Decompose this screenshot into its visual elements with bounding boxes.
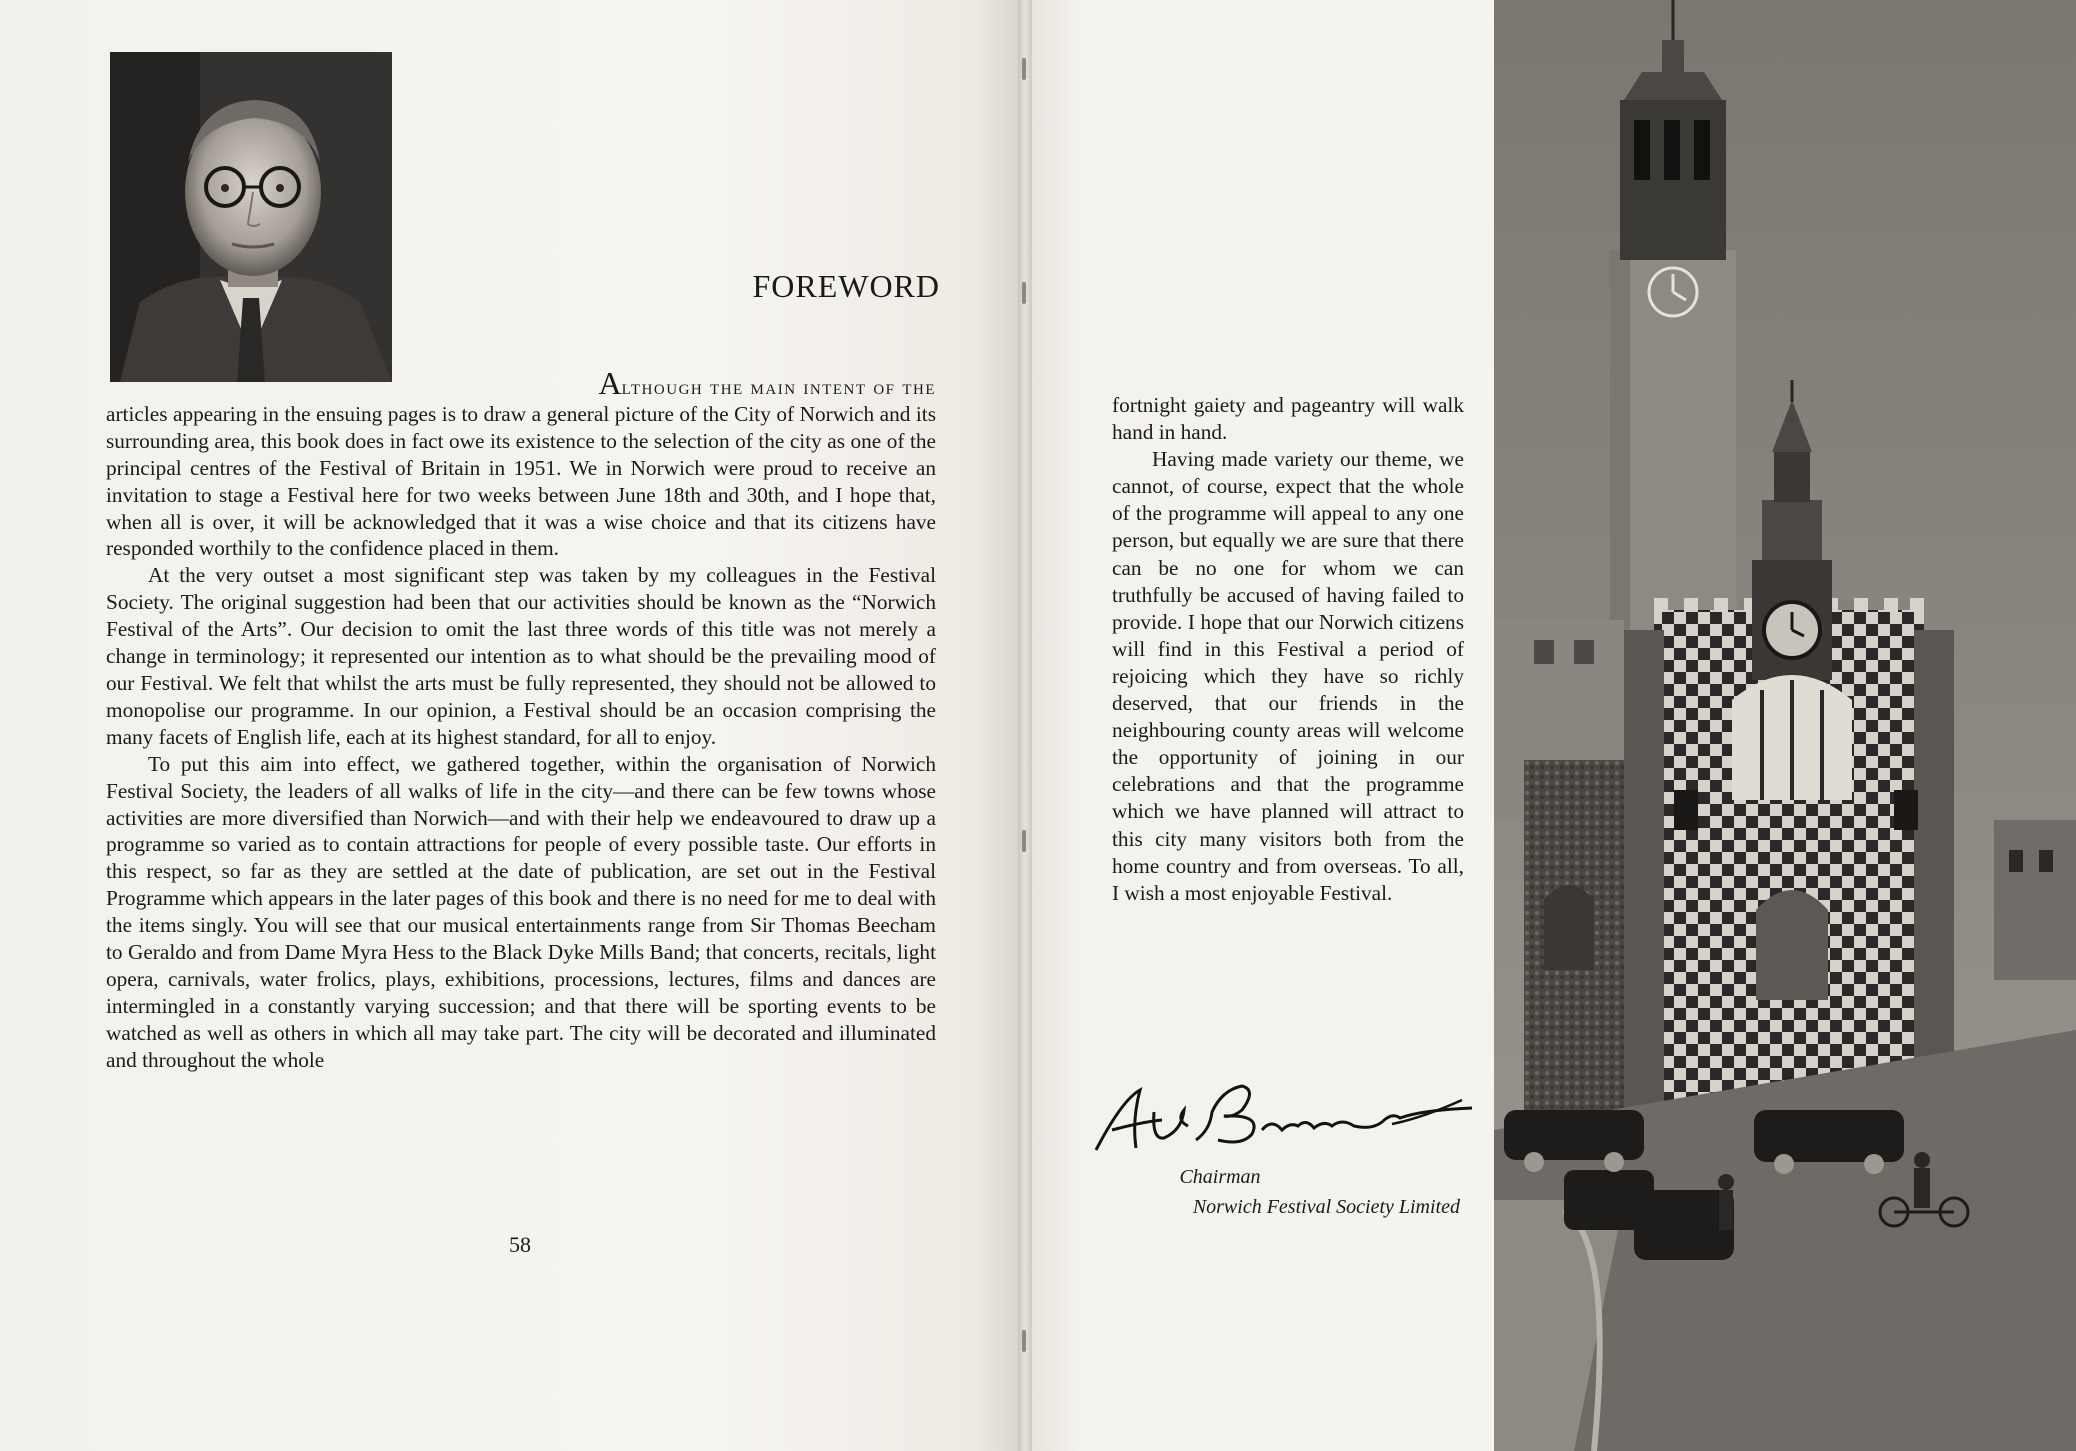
foreword-body [106, 365, 936, 1074]
signatory-role: Chairman [1179, 1166, 1261, 1188]
opening-small-caps: lthough the main intent of the [621, 375, 936, 399]
continuation-line: fortnight gaiety and pageantry will walk hand in hand. [1112, 393, 1464, 445]
foreword-opening-line [106, 365, 936, 401]
foreword-paragraph-3: To put this aim into effect, we gathered together, within the organisation of Norwich Festival Society, the leaders of all walks of life in the city—and there can be few towns whose activities are more diversified than Norwich—and with their help we endeavoured to draw up a programme so varied as to contain attractions for people of every possible taste. Our efforts in this respect, so far as they are settled at the date of publication, are set out in the Festival Programme which appears in the later pages of this book and there is no need for me to deal with the items singly. You will see that our musical entertainments range from Sir Thomas Beecham to Geraldo and from Dame Myra Hess to the Black Dyke Mills Band; that concerts, recitals, light opera, carnivals, water frolics, plays, exhibitions, processions, lectures, films and dances are intermingled in a constantly varying succession; and that there will be sporting events to be watched as well as others in which all may take part. The city will be decorated and illuminated and throughout the whole [106, 751, 936, 1072]
page-title: FOREWORD [752, 268, 940, 304]
binding-stitch [1022, 830, 1026, 852]
binding-stitch [1022, 1330, 1026, 1352]
closing-paragraph: Having made variety our theme, we cannot, of course, expect that the whole of the programme will appeal to any one person, but equally we are sure that there can be no one for whom we can truthfully be accused of having failed to provide. I hope that our Norwich citizens will find in this Festival a period of rejoicing which they have so richly deserved, that our friends in the neighbouring county areas will welcome the opportunity of joining in our celebrations and that the programme which we have planned will attract to this city many visitors both from the home country and from overseas. To all, I wish a most enjoyable Festival. [1112, 447, 1464, 905]
signatory-organisation: Norwich Festival Society Limited [1192, 1196, 1460, 1218]
binding-stitch [1022, 58, 1026, 80]
handwritten-signature [1092, 1060, 1492, 1170]
foreword-continuation [1112, 392, 1464, 907]
book-gutter [1018, 0, 1032, 1451]
guildhall-illustration [1494, 0, 2076, 1451]
foreword-paragraph-1: articles appearing in the ensuing pages is to draw a general picture of the City of Norwich and its surrounding area, this book does in fact owe its existence to the selection of the city as one of the principal centres of the Festival of Britain in 1951. We in Norwich were proud to receive an invitation to stage a Festival here for two weeks between June 18th and 30th, and I hope that, when all is over, it will be acknowledged that it was a wise choice and that its citizens have responded worthily to the confidence placed in them. [106, 401, 936, 561]
city-hall-tower-photo [1494, 0, 2076, 1451]
author-portrait-photo [110, 52, 392, 382]
portrait-illustration [110, 52, 392, 382]
left-page [0, 0, 1022, 1451]
binding-stitch [1022, 282, 1026, 304]
drop-cap: A [598, 365, 622, 401]
page-number: 58 [509, 1232, 531, 1257]
foreword-paragraph-2: At the very outset a most significant step was taken by my colleagues in the Festival Society. The original suggestion had been that our activities should be known as the “Norwich Festival of the Arts”. Our decision to omit the last three words of this title was not merely a change in terminology; it represented our intention as to what should be the prevailing mood of our Festival. We felt that whilst the arts must be fully represented, they should not be allowed to monopolise our programme. In our opinion, a Festival should be an occasion comprising the many facets of English life, each at its highest standard, for all to enjoy. [106, 563, 936, 749]
